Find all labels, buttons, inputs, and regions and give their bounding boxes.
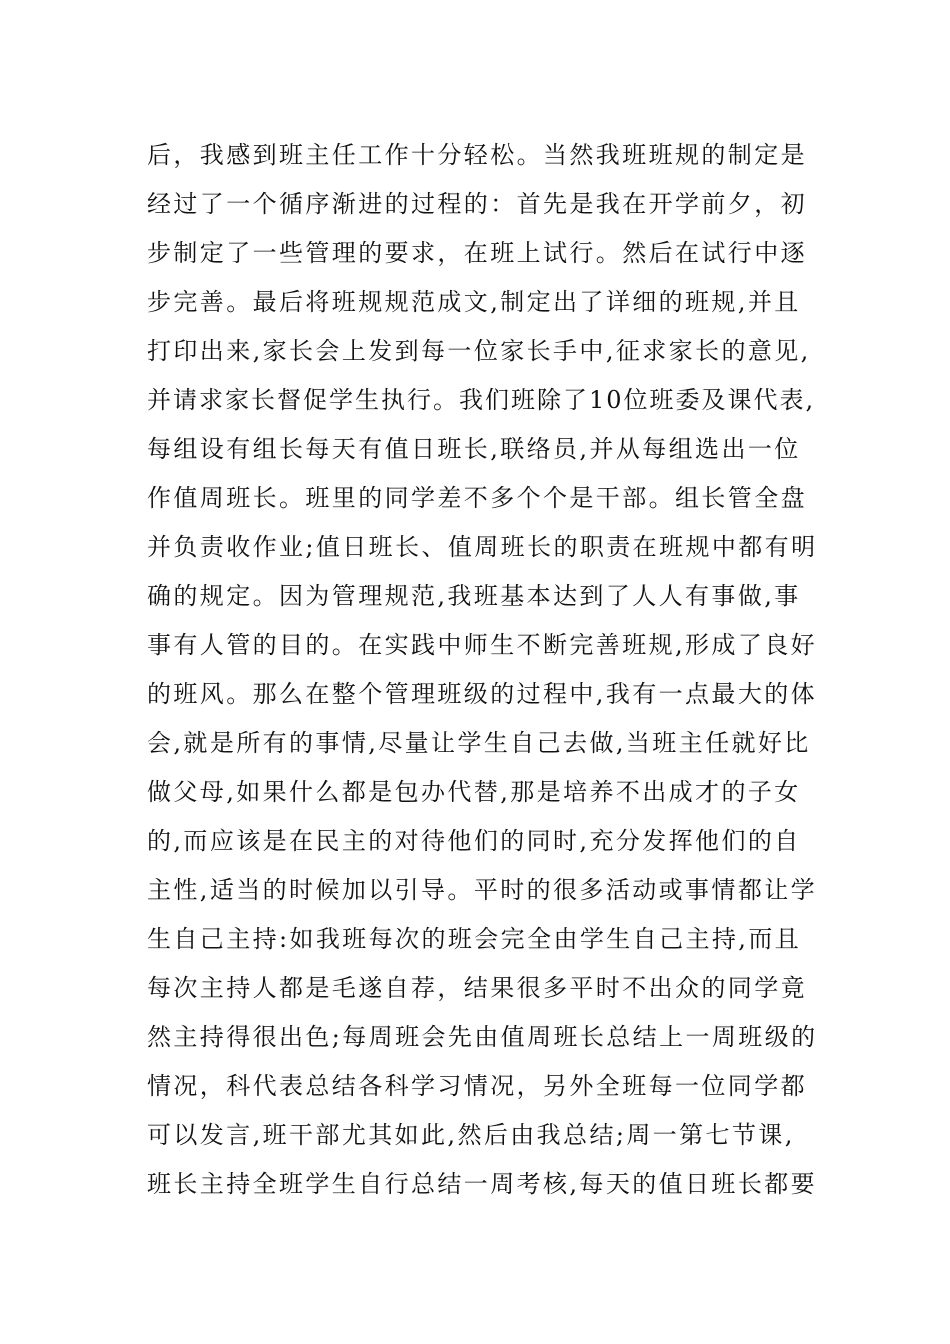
text-line: 步完善。最后将班规规范成文,制定出了详细的班规,并且 bbox=[147, 288, 801, 316]
body-text bbox=[147, 131, 817, 1209]
text-line: 生自己主持:如我班每次的班会完全由学生自己主持,而且 bbox=[147, 925, 802, 953]
text-line: 事有人管的目的。在实践中师生不断完善班规,形成了良好 bbox=[147, 631, 818, 659]
text-line: 并负责收作业;值日班长、值周班长的职责在班规中都有明 bbox=[147, 533, 818, 561]
text-line: 班长主持全班学生自行总结一周考核,每天的值日班长都要 bbox=[147, 1170, 818, 1198]
text-line: 每次主持人都是毛遂自荐，结果很多平时不出众的同学竟 bbox=[147, 974, 807, 1002]
text-line: 确的规定。因为管理规范,我班基本达到了人人有事做,事 bbox=[147, 582, 801, 610]
text-line: 步制定了一些管理的要求，在班上试行。然后在试行中逐 bbox=[147, 239, 807, 267]
text-line: 打印出来,家长会上发到每一位家长手中,征求家长的意见, bbox=[147, 337, 811, 365]
text-line: 作值周班长。班里的同学差不多个个是干部。组长管全盘 bbox=[147, 484, 807, 512]
text-line: 并请求家长督促学生执行。我们班除了10位班委及课代表, bbox=[147, 386, 816, 414]
text-line: 经过了一个循序渐进的过程的：首先是我在开学前夕，初 bbox=[147, 190, 807, 218]
text-line: 做父母,如果什么都是包办代替,那是培养不出成才的子女 bbox=[147, 778, 801, 806]
text-line: 可以发言,班干部尤其如此,然后由我总结;周一第七节课, bbox=[147, 1121, 795, 1149]
text-line: 后，我感到班主任工作十分轻松。当然我班班规的制定是 bbox=[147, 141, 807, 169]
text-line: 然主持得很出色;每周班会先由值周班长总结上一周班级的 bbox=[147, 1023, 818, 1051]
text-line: 情况，科代表总结各科学习情况，另外全班每一位同学都 bbox=[147, 1072, 807, 1100]
text-line: 的班风。那么在整个管理班级的过程中,我有一点最大的体 bbox=[147, 680, 818, 708]
text-line: 主性,适当的时候加以引导。平时的很多活动或事情都让学 bbox=[147, 876, 818, 904]
text-line: 的,而应该是在民主的对待他们的同时,充分发挥他们的自 bbox=[147, 827, 801, 855]
text-line: 会,就是所有的事情,尽量让学生自己去做,当班主任就好比 bbox=[147, 729, 811, 757]
text-line: 每组设有组长每天有值日班长,联络员,并从每组选出一位 bbox=[147, 435, 801, 463]
